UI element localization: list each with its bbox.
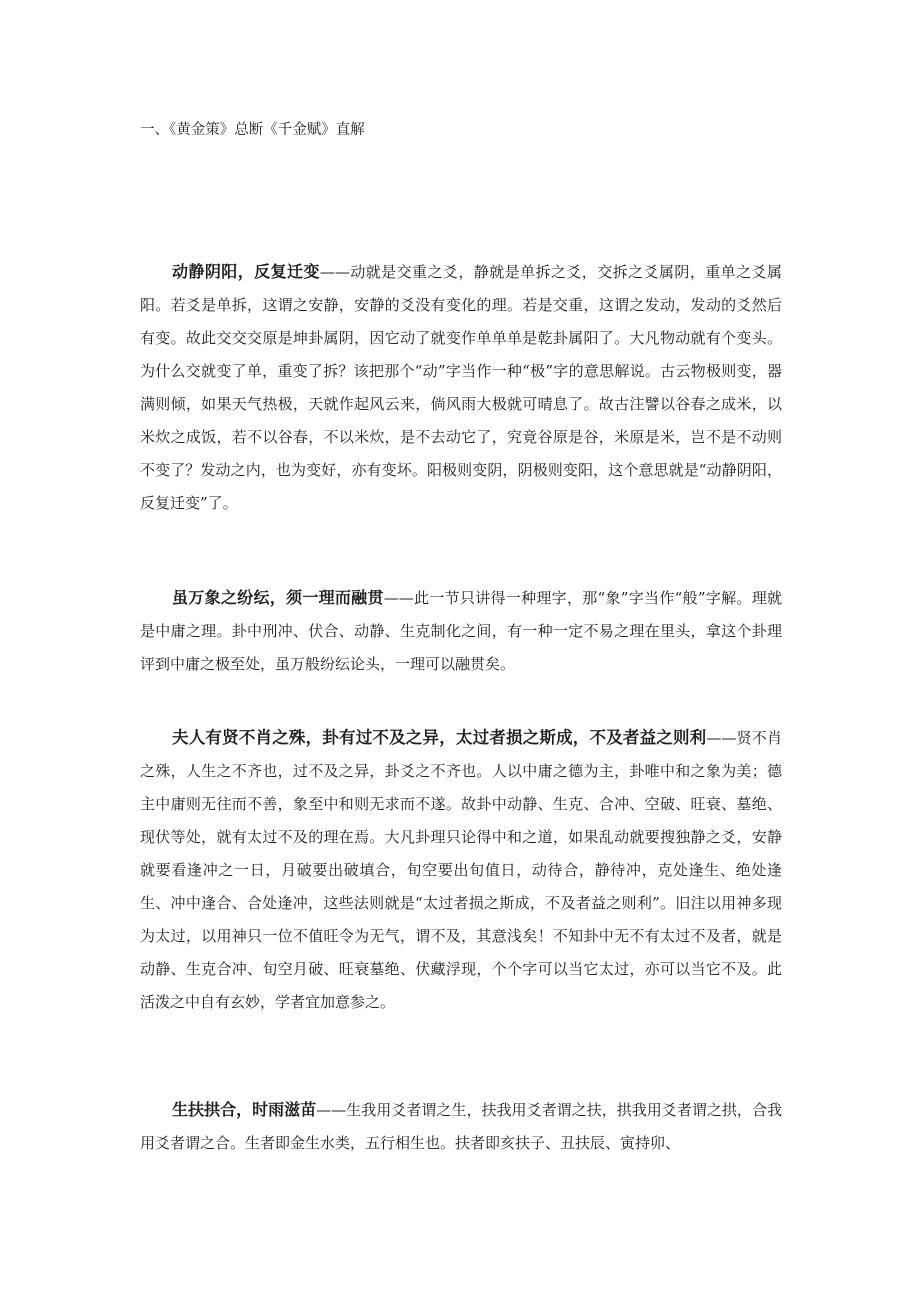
paragraph-body: ——贤不肖之殊，人生之不齐也，过不及之异，卦爻之不齐也。人以中庸之德为主，卦唯中和之象为美；德主中庸则无往而不善，象至中和则无求而不遂。故卦中动静、生克、合冲、空破、旺衰、墓绝、现伏等处，就有太过不及的理在焉。大凡卦理只论得中和之道，如果乱动就要搜独静之爻，安静就要看逢冲之一日，月破要出破填合，旬空要出旬值日，动待合，静待冲，克处逢生、绝处逢生、冲中逢合、合处逢冲，这些法则就是“太过者损之斯成，不及者益之则利”。旧注以用神多现为太过，以用神只一位不值旺令为无气，谓不及，其意浅矣！不知卦中无不有太过不及者，就是动静、生克合冲、旬空月破、旺衰墓绝、伏藏浮现，个个字可以当它太过，亦可以当它不及。此活泼之中自有玄妙，学者宜加意参之。 — [140, 729, 782, 1011]
paragraph-heading: 夫人有贤不肖之殊，卦有过不及之异，太过者损之斯成，不及者益之则利 — [172, 728, 707, 747]
paragraph-heading: 虽万象之纷纭，须一理而融贯 — [172, 588, 384, 607]
paragraph-heading: 动静阴阳，反复迁变 — [172, 262, 320, 281]
paragraph-dongjing-yinyang — [140, 255, 782, 520]
paragraph-wanxiang-fenyun — [140, 581, 782, 681]
paragraph-body: ——动就是交重之爻，静就是单拆之爻，交拆之爻属阴，重单之爻属阳。若爻是单拆，这谓之安静，安静的爻没有变化的理。若是交重，这谓之发动，发动的爻然后有变。故此交交交原是坤卦属阴，因它动了就变作单单单是乾卦属阳了。大凡物动就有个变头。为什么交就变了单，重变了拆？该把那个“动”字当作一种“极”字的意思解说。古云物极则变，器满则倾，如果天气热极，天就作起风云来，倘风雨大极就可晴息了。故古注譬以谷春之成米，以米炊之成饭，若不以谷春，不以米炊，是不去动它了，究竟谷原是谷，米原是米，岂不是不动则不变了？发动之内，也为变好，亦有变坏。阳极则变阴，阴极则变阳，这个意思就是“动静阴阳，反复迁变”了。 — [140, 263, 782, 512]
paragraph-heading: 生扶拱合，时雨滋苗 — [172, 1100, 317, 1119]
document-title: 一、《黄金策》总断《千金赋》直解 — [140, 122, 365, 138]
paragraph-shengfu-gonghe — [140, 1093, 782, 1160]
paragraph-body: ——此一节只讲得一种理字，那“象”字当作“般”字解。理就是中庸之理。卦中刑冲、伏合、动静、生克制化之间，有一种一定不易之理在里头，拿这个卦理评到中庸之极至处，虽万般纷纭论头，一理可以融贯矣。 — [140, 589, 782, 673]
paragraph-body: ——生我用爻者谓之生，扶我用爻者谓之扶，拱我用爻者谓之拱，合我用爻者谓之合。生者即金生水类，五行相生也。扶者即亥扶子、丑扶辰、寅持卯、 — [140, 1101, 782, 1152]
paragraph-taiguo-buji — [140, 721, 782, 1019]
